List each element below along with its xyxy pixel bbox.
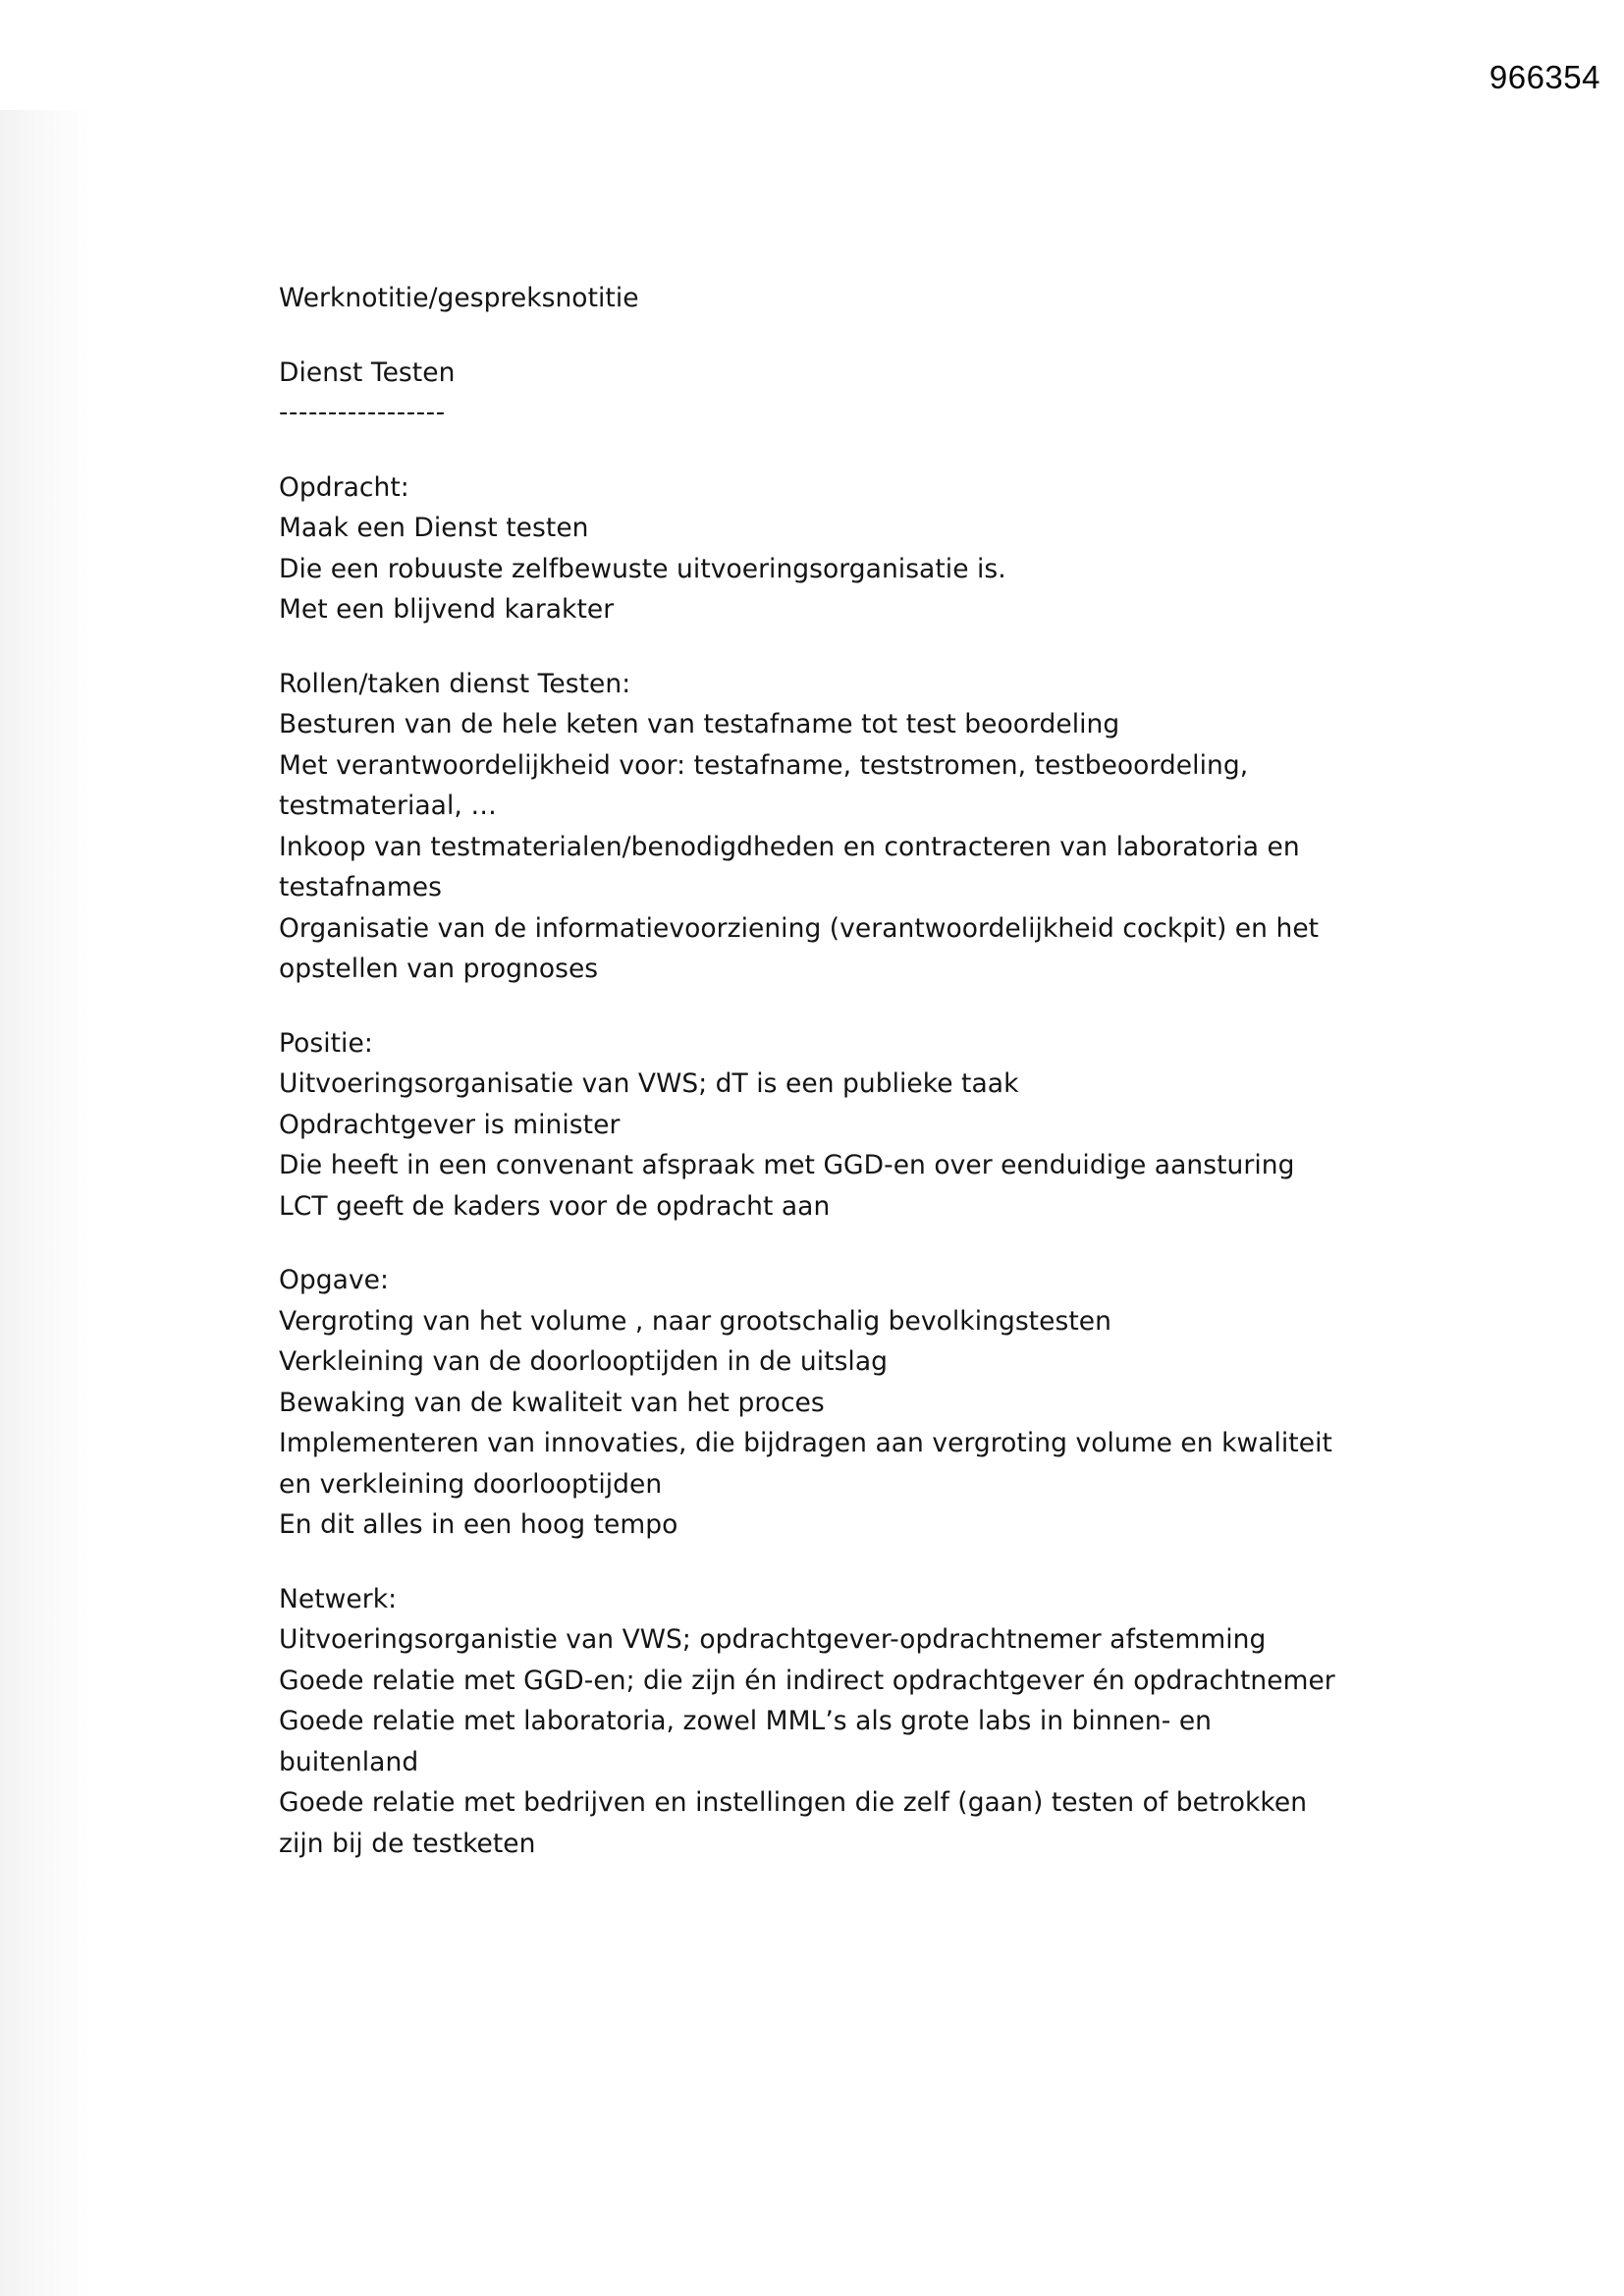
section-line: Vergroting van het volume , naar grootschalig bevolkingstesten <box>279 1305 1111 1337</box>
section-line: Goede relatie met GGD-en; die zijn én indirect opdrachtgever én opdrachtnemer <box>279 1665 1335 1696</box>
document-subject-block <box>279 353 1357 434</box>
section-line: Goede relatie met laboratoria, zowel MML’s als grote labs in binnen- en buitenland <box>279 1706 1220 1777</box>
section-line: Besturen van de hele keten van testafname tot test beoordeling <box>279 709 1120 739</box>
document-title-block <box>279 278 1357 319</box>
section-heading: Rollen/taken dienst Testen: <box>279 668 631 699</box>
document-body <box>279 278 1357 1864</box>
section-netwerk <box>279 1579 1357 1865</box>
section-line: Goede relatie met bedrijven en instellingen die zelf (gaan) testen of betrokken zijn bij de testketen <box>279 1787 1316 1859</box>
section-heading: Positie: <box>279 1027 373 1059</box>
section-rollen-taken <box>279 664 1357 990</box>
section-line: En dit alles in een hoog tempo <box>279 1509 678 1540</box>
section-opdracht <box>279 467 1357 630</box>
section-line: LCT geeft de kaders voor de opdracht aan <box>279 1190 831 1222</box>
section-line: Die heeft in een convenant afspraak met GGD-en over eenduidige aansturing <box>279 1150 1295 1180</box>
section-line: Inkoop van testmaterialen/benodigdheden en contracteren van laboratoria en testafnames <box>279 831 1309 902</box>
section-heading: Netwerk: <box>279 1583 398 1614</box>
document-title: Werknotitie/gespreksnotitie <box>279 283 639 313</box>
section-line: Met verantwoordelijkheid voor: testafname, teststromen, testbeoordeling, testmateriaal, … <box>279 749 1257 821</box>
section-line: Implementeren van innovaties, die bijdragen aan vergroting volume en kwaliteit en verkleining doorlooptijden <box>279 1428 1341 1500</box>
section-positie <box>279 1023 1357 1228</box>
divider-dashes: ----------------- <box>279 398 446 427</box>
section-line: Bewaking van de kwaliteit van het proces <box>279 1387 825 1418</box>
section-opgave <box>279 1260 1357 1546</box>
section-line: Organisatie van de informatievoorziening (verantwoordelijkheid cockpit) en het opstellen van prognoses <box>279 912 1327 984</box>
scan-margin-shade <box>0 110 90 2296</box>
section-line: Maak een Dienst testen <box>279 513 589 543</box>
section-line: Met een blijvend karakter <box>279 594 615 625</box>
document-subject: Dienst Testen <box>279 356 456 388</box>
section-heading: Opgave: <box>279 1265 390 1295</box>
page-number: 966354 <box>1489 59 1600 95</box>
section-line: Opdrachtgever is minister <box>279 1109 621 1140</box>
section-line: Uitvoeringsorganisatie van VWS; dT is een publieke taak <box>279 1068 1019 1099</box>
section-line: Die een robuuste zelfbewuste uitvoeringsorganisatie is. <box>279 553 1006 584</box>
section-heading: Opdracht: <box>279 471 409 503</box>
section-line: Verkleining van de doorlooptijden in de uitslag <box>279 1346 889 1377</box>
section-line: Uitvoeringsorganistie van VWS; opdrachtgever-opdrachtnemer afstemming <box>279 1624 1267 1655</box>
